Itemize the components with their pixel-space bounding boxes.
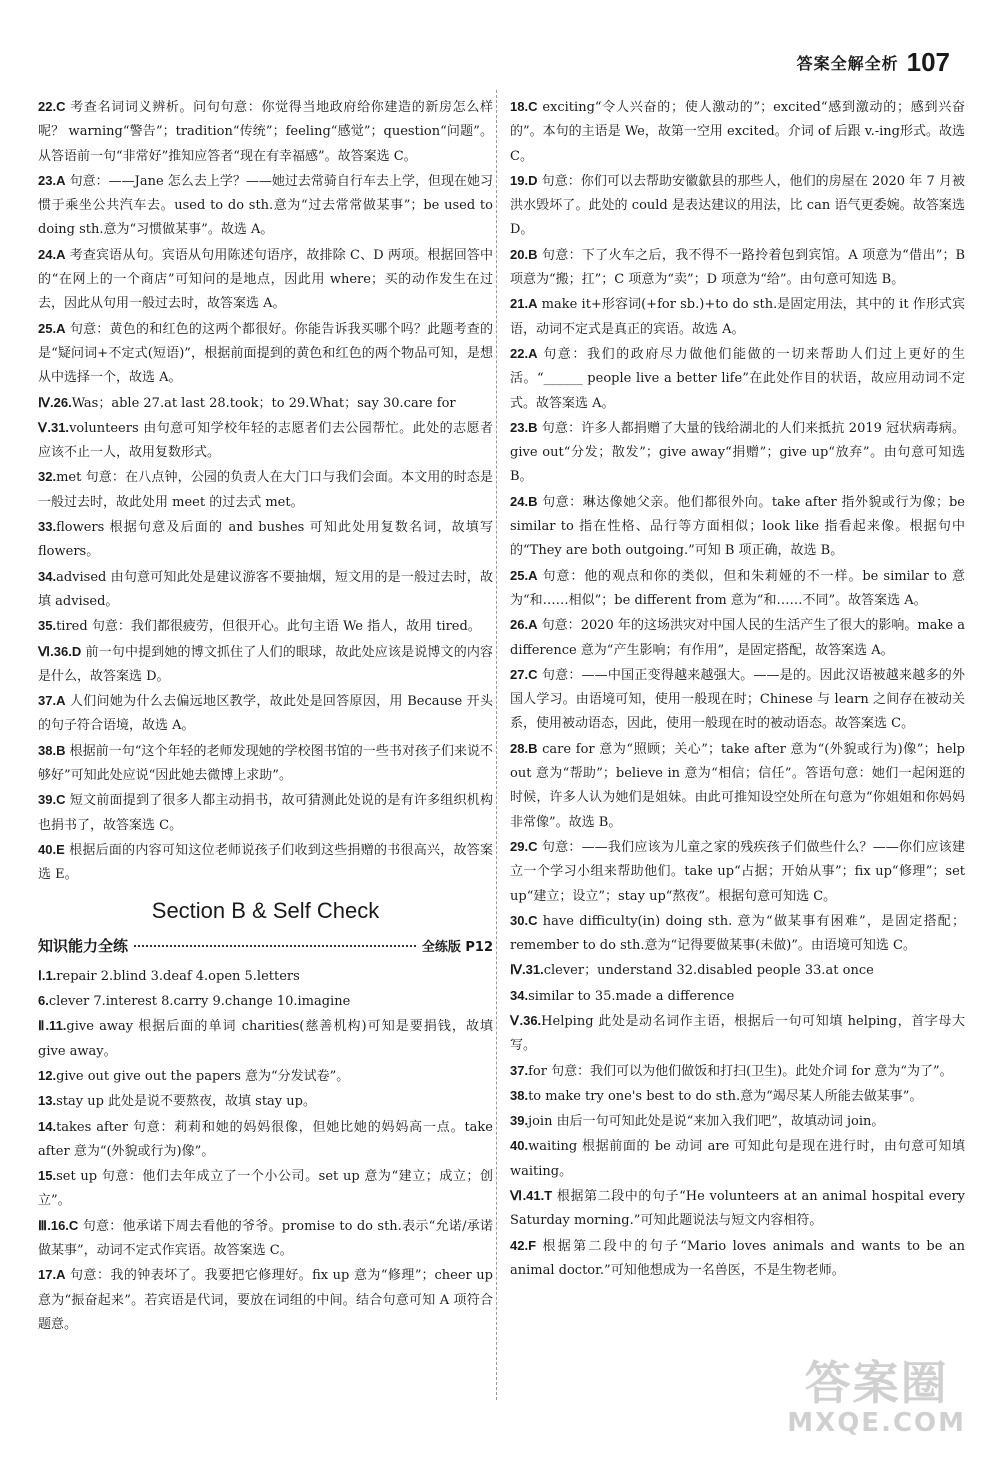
answer-item xyxy=(510,1234,965,1284)
answer-number: 32. xyxy=(38,469,57,485)
answer-text: 句意：——我们应该为儿童之家的残疾孩子们做些什么？——你们应该建立一个学习小组来帮助他们。take up“占据；开始从事”；fix up“修理”；set up“建立；设立”；stay up“熬夜”。根据句意可知选 C。 xyxy=(510,839,965,904)
answer-text: clever 7.interest 8.carry 9.change 10.imagine xyxy=(48,994,351,1010)
right-items xyxy=(510,95,965,1283)
answer-number: Ⅳ.31. xyxy=(510,962,544,978)
answer-text: 句意：你们可以去帮助安徽歙县的那些人，他们的房屋在 2020 年 7 月被洪水毁坏了。此处的 could 是表达建议的用法，比 can 语气更委婉。故答案选 D。 xyxy=(510,173,965,238)
watermark-text: 答案圈 xyxy=(804,1356,949,1410)
answer-number: 34. xyxy=(38,568,57,584)
answer-number: Ⅴ.31. xyxy=(38,419,70,435)
answer-number: 34. xyxy=(510,987,529,1003)
answer-number: 38.B xyxy=(38,742,66,758)
page-number: 107 xyxy=(906,47,950,77)
answer-number: 23.A xyxy=(38,172,66,188)
answer-item xyxy=(38,838,493,888)
watermark xyxy=(787,1358,966,1438)
answer-text: set up 句意：他们去年成立了一个小公司。set up 意为“建立；成立；创立”。 xyxy=(38,1169,493,1209)
answer-item xyxy=(38,739,493,789)
left-items-after xyxy=(38,964,493,1337)
page-header xyxy=(796,47,950,77)
answer-item xyxy=(510,909,965,959)
left-items-before xyxy=(38,95,493,888)
answer-text: 根据第二段中的句子“Mario loves animals and wants to be an animal doctor.”可知他想成为一名兽医，不是生物老师。 xyxy=(510,1238,965,1278)
answer-text: met 句意：在八点钟，公园的负责人在大门口与我们会面。本文用的时态是一般过去时，故此处用 meet 的过去式 met。 xyxy=(38,470,493,510)
answer-text: 句意：黄色的和红色的这两个都很好。你能告诉我买哪个吗？此题考查的是“疑问词+不定式(短语)”，根据前面提到的黄色和红色的两个物品可知，是想从中选择一个，故选 A。 xyxy=(38,321,493,386)
answer-text: Helping 此处是动名词作主语，根据后一句可知填 helping，首字母大写。 xyxy=(510,1013,965,1054)
answer-number: 20.B xyxy=(510,246,538,262)
answer-text: waiting 根据前面的 be 动词 are 可知此句是现在进行时，由句意可知填 waiting。 xyxy=(510,1139,965,1179)
left-column xyxy=(38,95,493,1337)
answer-text: to make try one's best to do sth.意为“竭尽某人所能去做某事”。 xyxy=(528,1088,923,1104)
answer-number: 14. xyxy=(38,1118,57,1134)
answer-number: 28.B xyxy=(510,740,538,756)
subheading-dots xyxy=(134,945,416,947)
answer-item xyxy=(510,835,965,909)
answer-text: 句意：下了火车之后，我不得不一路拎着包到宾馆。A 项意为“借出”；B 项意为“搬；扛”；C 项意为“卖”；D 项意为“给”。由句意可知选 B。 xyxy=(510,247,965,288)
section-title: Section B & Self Check xyxy=(151,897,380,923)
answer-number: 39.C xyxy=(38,792,66,808)
answer-item xyxy=(38,317,493,391)
answer-text: 人们问她为什么去偏远地区教学，故此处是回答原因，用 Because 开头的句子符合语境，故选 A。 xyxy=(38,694,493,734)
answer-text: 句意：我的钟表坏了。我要把它修理好。fix up 意为“修理”；cheer up 意为“振奋起来”。若宾语是代词，要放在词组的中间。结合句意可知 A 项符合题意。 xyxy=(38,1268,493,1332)
answer-number: 25.A xyxy=(510,567,538,583)
answer-number: 19.D xyxy=(510,172,538,188)
answer-text: 句意：他承诺下周去看他的爷爷。promise to do sth.表示“允诺/承诺做某事”，动词不定式作宾语。故答案选 C。 xyxy=(38,1218,493,1259)
answer-number: 24.A xyxy=(38,246,66,262)
answer-item xyxy=(38,565,493,615)
right-column xyxy=(510,95,965,1283)
answer-text: give away 根据后面的单词 charities(慈善机构)可知是要捐钱，故填 give away。 xyxy=(38,1019,493,1059)
answer-text: similar to 35.made a difference xyxy=(528,988,735,1004)
answer-text: volunteers 由句意可知学校年轻的志愿者们去公园帮忙。此处的志愿者应该不止一人，故用复数形式。 xyxy=(38,420,494,461)
answer-text: stay up 此处是说不要熬夜，故填 stay up。 xyxy=(56,1094,316,1110)
answer-item xyxy=(38,788,493,838)
answer-text: 句意：——Jane 怎么去上学？——她过去常骑自行车去上学，但现在她习惯于乘坐公共汽车去。used to do sth.意为“过去常常做某事”；be used to doing sth.意为“习惯做某事”。故选 A。 xyxy=(38,173,493,238)
answer-item xyxy=(38,243,493,317)
answer-text: flowers 根据句意及后面的 and bushes 可知此处用复数名词，故填写 flowers。 xyxy=(38,520,493,560)
answer-item xyxy=(38,1089,493,1114)
answer-number: 29.C xyxy=(510,838,538,854)
answer-item xyxy=(510,958,965,983)
answer-number: 40. xyxy=(510,1138,529,1154)
answer-number: 27.C xyxy=(510,666,538,682)
answer-number: 22.C xyxy=(38,99,66,114)
answer-item xyxy=(510,169,965,243)
answer-text: Was；able 27.at last 28.took；to 29.What；say 30.care for xyxy=(71,395,456,411)
answer-number: 21.A xyxy=(510,296,538,312)
answer-text: 前一句中提到她的博文抓住了人们的眼球，故此处应该是说博文的内容是什么，故答案选 D。 xyxy=(38,644,493,684)
answer-item xyxy=(510,984,965,1009)
answer-text: exciting“令人兴奋的；使人激动的”；excited“感到激动的；感到兴奋的”。本句的主语是 We，故第一空用 excited。介词 of 后跟 v.-ing形式。故选 C。 xyxy=(510,100,965,164)
answer-item xyxy=(38,1164,493,1214)
answer-text: 句意：琳达像她父亲。他们都很外向。take after 指外貌或行为像；be similar to 指在性格、品行等方面相似；look like 指看起来像。根据句中的“They are both outgoing.”可知 B 项正确，故选 B。 xyxy=(510,494,965,559)
answer-item xyxy=(38,689,493,739)
answer-item xyxy=(510,243,965,293)
column-divider xyxy=(496,90,497,1400)
watermark-url: MXQE.COM xyxy=(787,1408,966,1438)
answer-number: Ⅲ.16.C xyxy=(38,1217,79,1233)
answer-number: 13. xyxy=(38,1093,57,1109)
answer-item xyxy=(510,95,965,169)
answer-text: have difficulty(in) doing sth. 意为“做某事有困难”，是固定搭配；remember to do sth.意为“记得要做某事(未做)”。由语境可知选 C。 xyxy=(510,913,965,954)
answer-number: Ⅱ.11. xyxy=(38,1018,67,1034)
answer-item xyxy=(510,1134,965,1184)
answer-text: join 由后一句可知此处是说“来加入我们吧”，故填动词 join。 xyxy=(528,1114,885,1130)
answer-item xyxy=(510,1059,965,1084)
answer-number: 26.A xyxy=(510,617,538,633)
answer-text: 考查宾语从句。宾语从句用陈述句语序，故排除 C、D 两项。根据回答中的“在网上的一个商店”可知问的是地点，因此用 where；买的动作发生在过去，因此从句用一般过去时，故答案选 A。 xyxy=(38,247,493,312)
answer-number: 33. xyxy=(38,519,57,535)
answer-text: give out give out the papers 意为“分发试卷”。 xyxy=(56,1068,350,1084)
answer-text: 考查名词词义辨析。问句句意：你觉得当地政府给你建造的新房怎么样呢？ warning“警告”；tradition“传统”；feeling“感觉”；question“问题”。从答语前一句“非常好”推知应答者“现在有幸福感”。故答案选 C。 xyxy=(38,100,493,164)
answer-number: 18.C xyxy=(510,99,538,114)
answer-item xyxy=(38,515,493,565)
answer-item xyxy=(510,663,965,737)
answer-item xyxy=(510,564,965,614)
answer-number: 25.A xyxy=(38,320,66,336)
answer-item xyxy=(510,342,965,416)
answer-number: 35. xyxy=(38,618,57,634)
answer-number: 15. xyxy=(38,1168,57,1184)
answer-text: repair 2.blind 3.deaf 4.open 5.letters xyxy=(56,968,300,984)
answer-item xyxy=(38,614,493,639)
answer-item xyxy=(38,1115,493,1165)
answer-item xyxy=(510,1009,965,1059)
answer-item xyxy=(38,391,493,416)
answer-item xyxy=(510,416,965,490)
answer-item xyxy=(38,465,493,515)
answer-item xyxy=(510,490,965,564)
answer-number: 12. xyxy=(38,1067,57,1083)
answer-text: 根据前一句“这个年轻的老师发现她的学校图书馆的一些书对孩子们来说不够好”可知此处应说“因此她去微博上求助”。 xyxy=(38,743,493,784)
answer-item xyxy=(38,964,493,989)
answer-item xyxy=(38,640,493,690)
answer-item xyxy=(38,1014,493,1064)
answer-text: tired 句意：我们都很疲劳，但很开心。此句主语 We 指人，故用 tired。 xyxy=(56,619,481,635)
answer-number: 37.A xyxy=(38,693,66,709)
answer-number: Ⅳ.26. xyxy=(38,394,72,410)
answer-item xyxy=(38,989,493,1014)
answer-item xyxy=(510,613,965,663)
answer-item xyxy=(38,1263,493,1337)
answer-item xyxy=(38,416,493,466)
answer-number: 40.E xyxy=(38,841,65,857)
answer-number: 38. xyxy=(510,1087,529,1103)
answer-item xyxy=(38,169,493,243)
answer-text: takes after 句意：莉莉和她的妈妈很像，但她比她的妈妈高一点。take after 意为“(外貌或行为)像”。 xyxy=(38,1119,493,1159)
header-title: 答案全解全析 xyxy=(796,54,899,73)
answer-text: clever；understand 32.disabled people 33.at once xyxy=(543,963,874,979)
answer-number: 6. xyxy=(38,993,49,1009)
answer-number: 23.B xyxy=(510,419,538,435)
answer-item xyxy=(38,1064,493,1089)
answer-number: 22.A xyxy=(510,345,538,361)
answer-text: care for 意为“照顾；关心”；take after 意为“(外貌或行为)像”；help out 意为“帮助”；believe in 意为“相信；信任”。答语句意：她们一起闲逛的时候，许多人认为她们是姐妹。由此可推知设空处所在句意为“你姐姐和你妈妈非常像”。故选 B。 xyxy=(510,741,965,830)
answer-number: Ⅴ.36. xyxy=(510,1012,542,1028)
answer-text: 句意：许多人都捐赠了大量的钱给湖北的人们来抵抗 2019 冠状病毒病。give out“分发；散发”；give away“捐赠”；give up“放弃”。由句意可知选 B。 xyxy=(510,420,965,485)
subheading xyxy=(38,934,493,960)
subheading-label: 知识能力全练 xyxy=(38,936,129,955)
answer-text: for 句意：我们可以为他们做饭和打扫(卫生)。此处介词 for 意为“为了”。 xyxy=(528,1063,953,1079)
answer-text: 句意：他的观点和你的类似，但和朱莉娅的不一样。be similar to 意为“和……相似”；be different from 意为“和……不同”。故答案选 A。 xyxy=(510,568,965,608)
answer-text: 短文前面提到了很多人都主动捐书，故可猜测此处说的是有许多组织机构也捐书了，故答案选 C。 xyxy=(38,793,493,833)
answer-text: 句意：——中国正变得越来越强大。——是的。因此汉语被越来越多的外国人学习。由语境可知，使用一般现在时；Chinese 与 learn 之间存在被动关系，使用被动语态，因此，使用一般现在时的被动语态。故答案选 C。 xyxy=(510,667,965,732)
subheading-version: 全练版 P12 xyxy=(421,939,493,955)
answer-number: 17.A xyxy=(38,1267,66,1283)
answer-number: 37. xyxy=(510,1062,529,1078)
answer-item xyxy=(510,1084,965,1109)
answer-number: 42.F xyxy=(510,1237,537,1253)
answer-text: make it+形容词(+for sb.)+to do sth.是固定用法，其中的 it 作形式宾语，动词不定式是真正的宾语。故选 A。 xyxy=(510,297,965,337)
answer-item xyxy=(510,1184,965,1234)
answer-number: 39. xyxy=(510,1113,529,1129)
answer-item xyxy=(38,1214,493,1264)
answer-text: 句意：我们的政府尽力做他们能做的一切来帮助人们过上更好的生活。“______ people live a better life”在此处作目的状语，故应用动词不定式。故答案选 A。 xyxy=(510,346,965,411)
answer-text: 句意：2020 年的这场洪灾对中国人民的生活产生了很大的影响。make a difference 意为“产生影响；有作用”，是固定搭配，故答案选 A。 xyxy=(510,618,965,658)
answer-number: 30.C xyxy=(510,912,538,928)
answer-text: 根据后面的内容可知这位老师说孩子们收到这些捐赠的书很高兴，故答案选 E。 xyxy=(38,842,493,883)
answer-item xyxy=(510,292,965,342)
answer-item xyxy=(38,95,493,169)
answer-text: advised 由句意可知此处是建议游客不要抽烟，短文用的是一般过去时，故填 advised。 xyxy=(38,569,493,609)
answer-number: Ⅵ.36.D xyxy=(38,643,82,659)
answer-item xyxy=(510,737,965,835)
answer-number: Ⅵ.41.T xyxy=(510,1188,553,1204)
answer-number: 24.B xyxy=(510,493,538,509)
answer-item xyxy=(510,1109,965,1134)
answer-text: 根据第二段中的句子“He volunteers at an animal hospital every Saturday morning.”可知此题说法与短文内容相符。 xyxy=(510,1189,965,1229)
answer-number: Ⅰ.1. xyxy=(38,967,57,983)
